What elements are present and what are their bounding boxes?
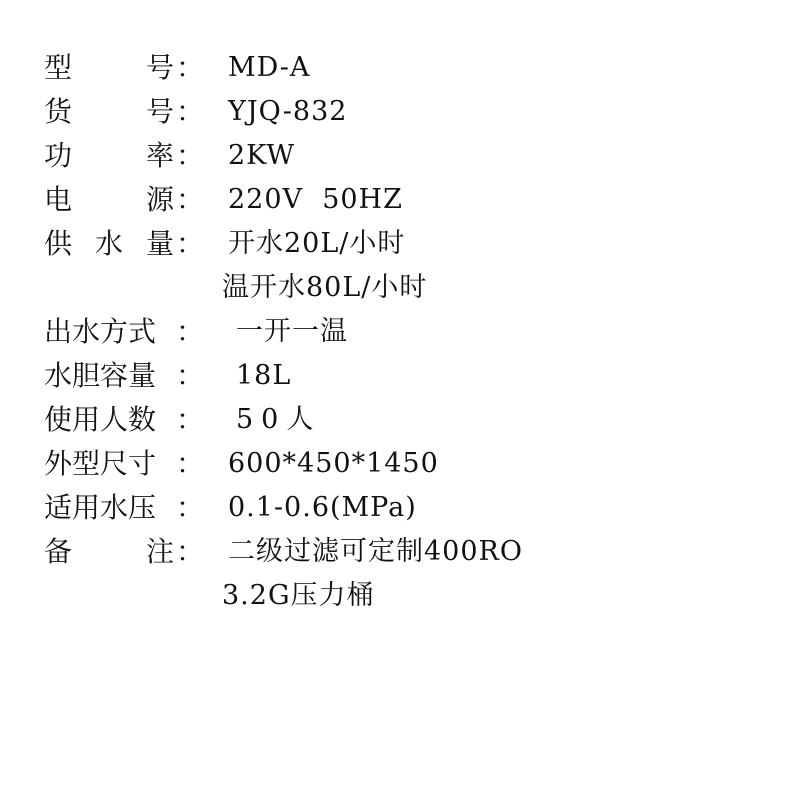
spec-colon: ： xyxy=(176,447,205,480)
spec-label-tank-capacity: 水胆容量 xyxy=(44,359,157,392)
spec-label-water-supply xyxy=(44,224,174,264)
spec-colon: ： xyxy=(176,359,205,392)
spec-row-tank-capacity xyxy=(0,356,800,396)
spec-colon: ： xyxy=(176,95,205,128)
spec-label-notes xyxy=(44,532,174,572)
spec-row-notes-cont xyxy=(0,576,800,616)
spec-value-water-supply-2: 温开水80L/小时 xyxy=(222,272,428,303)
spec-label-users: 使用人数 xyxy=(44,403,157,436)
label-char: 源 xyxy=(145,183,174,216)
label-char: 号 xyxy=(145,95,174,128)
spec-value-users: 50人 xyxy=(236,404,322,435)
label-char: 功 xyxy=(44,139,73,172)
spec-row-water-pressure xyxy=(0,488,800,528)
label-char: 号 xyxy=(145,51,174,84)
spec-label-power-supply xyxy=(44,180,174,220)
spec-value-notes: 二级过滤可定制400RO xyxy=(228,536,523,567)
spec-colon: ： xyxy=(176,403,205,436)
spec-label-dimensions: 外型尺寸 xyxy=(44,447,157,480)
spec-label-power xyxy=(44,136,174,176)
label-char: 量 xyxy=(145,227,174,260)
spec-value-water-supply: 开水20L/小时 xyxy=(228,228,406,259)
spec-row-notes xyxy=(0,532,800,572)
spec-colon: ： xyxy=(176,139,205,172)
spec-colon: ： xyxy=(176,227,205,260)
spec-value-outlet-mode: 一开一温 xyxy=(236,316,348,347)
label-char: 备 xyxy=(44,535,73,568)
spec-row-users xyxy=(0,400,800,440)
label-char: 水 xyxy=(94,227,123,260)
spec-value-model: MD-A xyxy=(228,52,311,83)
label-char: 率 xyxy=(145,139,174,172)
spec-value-water-pressure: 0.1-0.6(MPa) xyxy=(228,492,417,523)
spec-value-power: 2KW xyxy=(228,140,296,171)
spec-colon: ： xyxy=(176,315,205,348)
label-char: 型 xyxy=(44,51,73,84)
label-char: 货 xyxy=(44,95,73,128)
spec-row-water-supply-cont xyxy=(0,268,800,308)
spec-value-item-number: YJQ-832 xyxy=(228,96,348,127)
spec-row-outlet-mode xyxy=(0,312,800,352)
spec-row-model xyxy=(0,48,800,88)
spec-value-tank-capacity: 18L xyxy=(236,360,292,391)
spec-row-dimensions xyxy=(0,444,800,484)
label-char: 供 xyxy=(44,227,73,260)
spec-value-power-supply: 220V 50HZ xyxy=(228,184,403,215)
spec-colon: ： xyxy=(176,183,205,216)
spec-row-power xyxy=(0,136,800,176)
spec-label-water-pressure: 适用水压 xyxy=(44,491,157,524)
spec-value-dimensions: 600*450*1450 xyxy=(228,448,439,479)
label-char: 注 xyxy=(145,535,174,568)
spec-row-power-supply xyxy=(0,180,800,220)
spec-colon: ： xyxy=(176,491,205,524)
spec-label-outlet-mode: 出水方式 xyxy=(44,315,157,348)
spec-row-water-supply xyxy=(0,224,800,264)
spec-value-notes-2: 3.2G压力桶 xyxy=(222,580,375,611)
spec-label-model xyxy=(44,48,174,88)
spec-colon: ： xyxy=(176,51,205,84)
spec-row-item-number xyxy=(0,92,800,132)
label-char: 电 xyxy=(44,183,73,216)
spec-colon: ： xyxy=(176,535,205,568)
spec-label-item-number xyxy=(44,92,174,132)
